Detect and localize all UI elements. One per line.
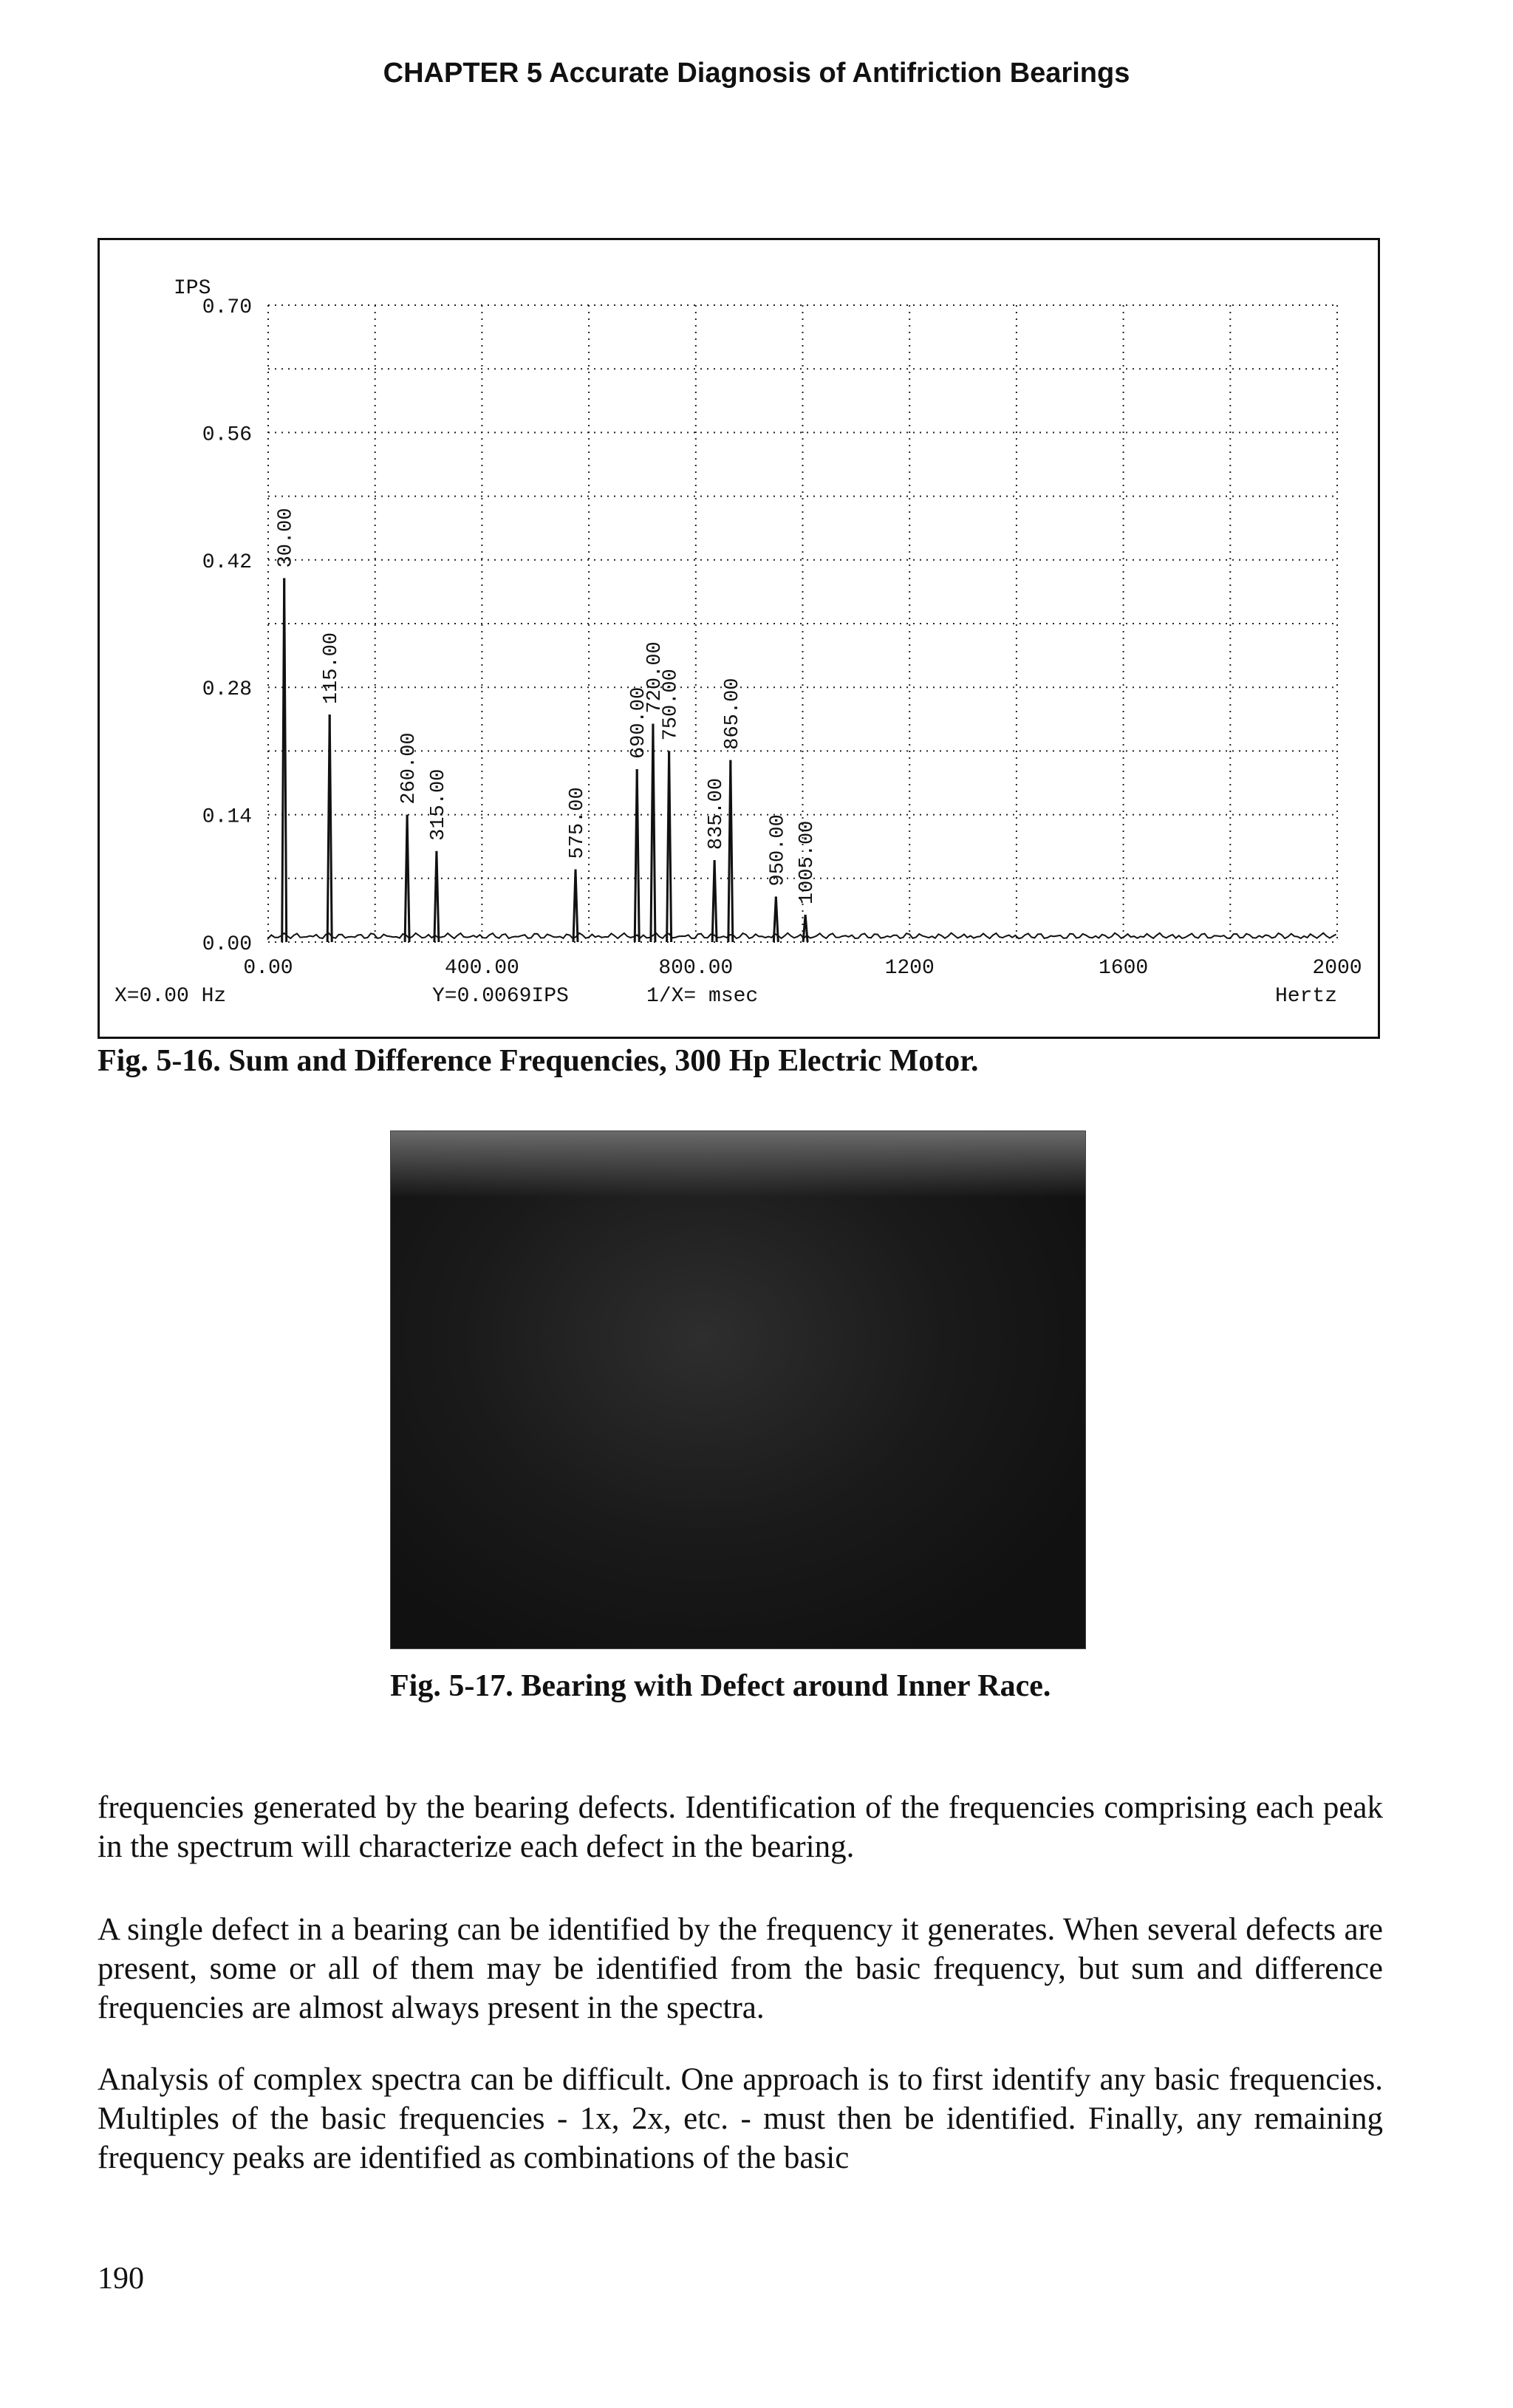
y-tick-label: 0.56 [202, 423, 252, 447]
peak-label: 260.00 [398, 732, 421, 805]
y-tick-label: 0.70 [202, 296, 252, 319]
x-tick-label: 400.00 [444, 957, 519, 980]
spectrum-peak-edge [669, 751, 672, 942]
x-readout: X=0.00 Hz [115, 985, 227, 1008]
peak-label: 720.00 [643, 641, 666, 714]
peak-label: 865.00 [721, 678, 744, 750]
spectrum-peak-edge [805, 915, 807, 942]
spectrum-peak-edge [714, 860, 717, 942]
peak-label: 115.00 [321, 632, 344, 705]
spectrum-peak-edge [437, 851, 439, 942]
spectrum-peak-edge [653, 723, 655, 942]
x-tick-label: 800.00 [658, 957, 734, 980]
y-readout: Y=0.0069IPS [432, 985, 569, 1008]
spectrum-peak-edge [637, 769, 639, 942]
y-tick-label: 0.00 [202, 933, 252, 956]
y-tick-label: 0.42 [202, 550, 252, 574]
body-paragraph-1: frequencies generated by the bearing defects. Identification of the frequencies comprising each peak in the spectrum will characterize each defect in the bearing. [98, 1790, 1383, 1864]
peak-label: 1005.00 [796, 820, 819, 905]
spectrum-peak-edge [407, 815, 409, 942]
figure-5-17-caption: Fig. 5-17. Bearing with Defect around Inner Race. [390, 1669, 1051, 1703]
spectrum-chart [98, 238, 1380, 1039]
x-tick-label: 2000 [1312, 957, 1362, 980]
spectrum-plot [100, 240, 1378, 1037]
y-axis-label: IPS [174, 277, 211, 300]
figure-5-16-caption: Fig. 5-16. Sum and Difference Frequencies, 300 Hp Electric Motor. [98, 1044, 979, 1078]
spectrum-peak-edge [576, 869, 578, 942]
peak-label: 315.00 [427, 768, 450, 841]
body-paragraph-2: A single defect in a bearing can be identified by the frequency it generates. When several defects are present, some or all of them may be identified from the basic frequency, but sum and difference frequencies are almost always present in the spectra. [98, 1912, 1383, 2025]
x-tick-label: 1600 [1098, 957, 1149, 980]
x-tick-label: 1200 [884, 957, 935, 980]
spectrum-peak-edge [731, 760, 733, 942]
bearing-defect-photo [390, 1130, 1086, 1649]
peak-label: 950.00 [767, 814, 790, 887]
peak-label: 30.00 [275, 508, 298, 568]
x-tick-label: 0.00 [243, 957, 293, 980]
running-head: CHAPTER 5 Accurate Diagnosis of Antifriction Bearings [383, 58, 1130, 89]
peak-label: 575.00 [567, 787, 590, 859]
inverse-readout: 1/X= msec [646, 985, 759, 1008]
page-number: 190 [98, 2262, 144, 2296]
spectrum-peak-edge [284, 578, 287, 942]
peak-label: 835.00 [706, 777, 728, 850]
y-tick-label: 0.28 [202, 678, 252, 702]
body-paragraph-3: Analysis of complex spectra can be difficult. One approach is to first identify any basic frequencies. Multiples of the basic frequencies - 1x, 2x, etc. - must then be identified. Finally, any remaining frequency peaks are identified as combinations of the basic [98, 2062, 1383, 2175]
spectrum-peak-edge [329, 714, 332, 942]
y-tick-label: 0.14 [202, 805, 252, 829]
x-axis-label: Hertz [1274, 985, 1337, 1008]
peak-label: 690.00 [628, 686, 651, 760]
peak-label: 750.00 [660, 669, 683, 741]
